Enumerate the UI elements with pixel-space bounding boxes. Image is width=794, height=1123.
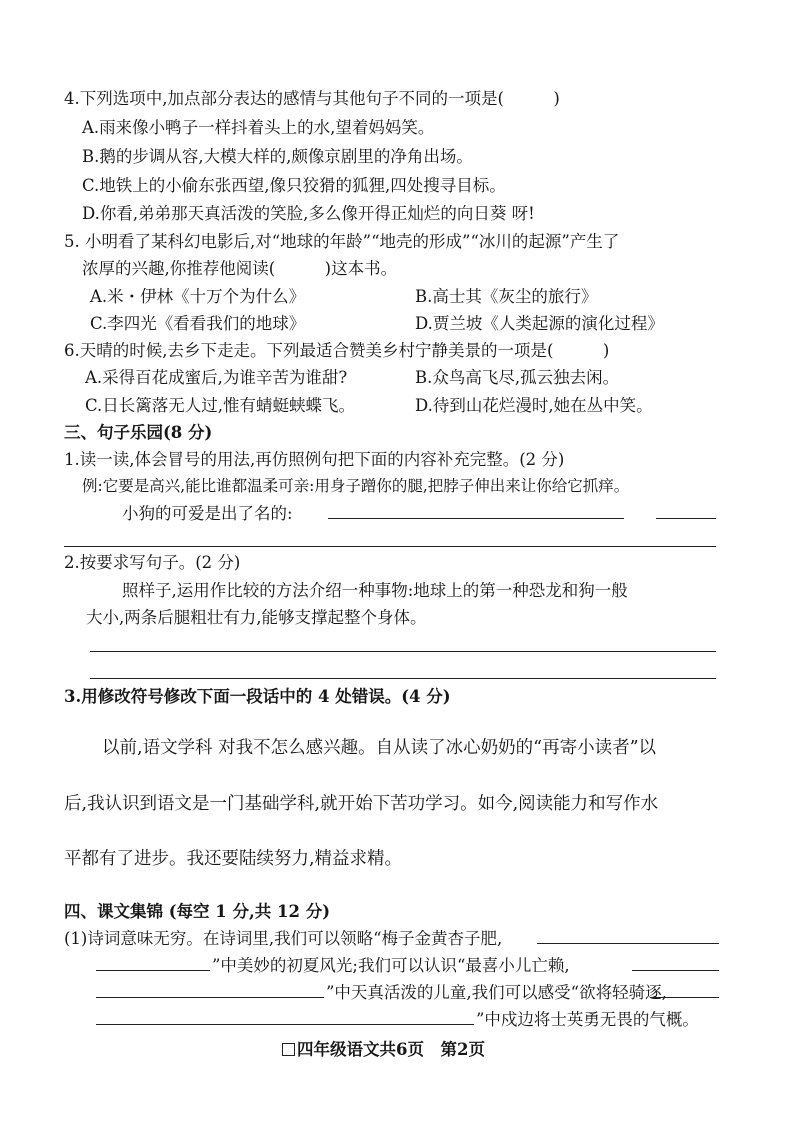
s3-q2-line2: 大小,两条后腿粗壮有力,能够支撑起整个身体。 bbox=[86, 608, 427, 627]
q4-option-b: B.鹅的步调从容,大模大样的,颇像京剧里的净角出场。 bbox=[82, 147, 473, 166]
q4-option-c: C.地铁上的小偷东张西望,像只狡猾的狐狸,四处搜寻目标。 bbox=[82, 176, 506, 195]
s4-blank-6[interactable] bbox=[96, 1024, 474, 1025]
q5-option-a: A.米・伊林《十万个为什么》 bbox=[90, 287, 306, 306]
s3-q1-example: 例:它要是高兴,能比谁都温柔可亲:用身子蹭你的腿,把脖子伸出来让你给它抓痒。 bbox=[82, 477, 630, 495]
q5-option-d: D.贾兰坡《人类起源的演化过程》 bbox=[415, 314, 664, 333]
s3-q2-stem: 2.按要求写句子。(2 分) bbox=[64, 553, 241, 572]
s4-blank-2[interactable] bbox=[96, 970, 210, 971]
s3-q1-answer-line-2[interactable] bbox=[656, 518, 716, 519]
q6-option-a: A.采得百花成蜜后,为谁辛苦为谁甜? bbox=[85, 368, 348, 387]
section4-title: 四、课文集锦 (每空 1 分,共 12 分) bbox=[64, 902, 331, 921]
s4-line3: ”中天真活泼的儿童,我们可以感受“欲将轻骑逐, bbox=[326, 983, 667, 1002]
q6-option-c: C.日长篱落无人过,惟有蜻蜓蛱蝶飞。 bbox=[85, 396, 356, 415]
q5-option-c: C.李四光《看看我们的地球》 bbox=[90, 314, 306, 333]
q5-option-b: B.高士其《灰尘的旅行》 bbox=[415, 287, 598, 306]
s3-q2-line1: 照样子,运用作比较的方法介绍一种事物:地球上的第一种恐龙和狗一般 bbox=[122, 581, 628, 600]
s3-q1-answer-line-1[interactable] bbox=[328, 518, 624, 519]
q6-option-d: D.待到山花烂漫时,她在丛中笑。 bbox=[415, 396, 653, 415]
page-footer bbox=[282, 1039, 485, 1061]
s3-q3-stem: 3.用修改符号修改下面一段话中的 4 处错误。(4 分) bbox=[64, 687, 451, 706]
s3-q2-answer-line-1[interactable] bbox=[90, 651, 716, 652]
s4-blank-1[interactable] bbox=[537, 943, 719, 944]
checkbox-square-icon bbox=[282, 1043, 295, 1056]
section3-title: 三、句子乐园(8 分) bbox=[64, 423, 213, 442]
s3-q3-passage-line2: 后,我认识到语文是一门基础学科,就开始下苦功学习。如今,阅读能力和写作水 bbox=[64, 794, 659, 814]
s3-q3-passage-line1: 以前,语文学科 对我不怎么感兴趣。自从读了冰心奶奶的“再寄小读者”以 bbox=[102, 738, 657, 758]
s4-line1: (1)诗词意味无穷。在诗词里,我们可以领略“梅子金黄杏子肥, bbox=[64, 929, 503, 948]
s3-q1-answer-line-3[interactable] bbox=[64, 546, 716, 547]
q4-stem: 4.下列选项中,加点部分表达的感情与其他句子不同的一项是( ) bbox=[64, 89, 560, 108]
s3-q1-stem: 1.读一读,体会冒号的用法,再仿照例句把下面的内容补充完整。(2 分) bbox=[64, 450, 565, 469]
s3-q1-prompt: 小狗的可爱是出了名的: bbox=[122, 504, 293, 523]
s4-blank-4[interactable] bbox=[96, 997, 324, 998]
s3-q3-passage-line3: 平都有了进步。我还要陆续努力,精益求精。 bbox=[64, 849, 403, 869]
q6-stem: 6.天晴的时候,去乡下走走。下列最适合赞美乡村宁静美景的一项是( ) bbox=[64, 341, 610, 360]
s4-line2: ”中美妙的初夏风光;我们可以认识“最喜小儿亡赖, bbox=[212, 956, 570, 975]
s4-blank-5[interactable] bbox=[650, 997, 719, 998]
s4-line4: ”中戍边将士英勇无畏的气概。 bbox=[476, 1010, 699, 1029]
q6-option-b: B.众鸟高飞尽,孤云独去闲。 bbox=[415, 368, 620, 387]
s3-q2-answer-line-2[interactable] bbox=[90, 678, 716, 679]
q5-stem-line2: 浓厚的兴趣,你推荐他阅读( )这本书。 bbox=[82, 259, 398, 278]
s4-blank-3[interactable] bbox=[632, 970, 719, 971]
q4-option-a: A.雨来像小鸭子一样抖着头上的水,望着妈妈笑。 bbox=[82, 118, 435, 137]
q4-option-d: D.你看,弟弟那天真活泼的笑脸,多么像开得正灿烂的向日葵 呀! bbox=[82, 204, 535, 223]
q5-stem-line1: 5. 小明看了某科幻电影后,对“地球的年龄”“地壳的形成”“冰川的起源”产生了 bbox=[64, 232, 620, 251]
footer-text: 四年级语文共6页 第2页 bbox=[297, 1040, 485, 1059]
